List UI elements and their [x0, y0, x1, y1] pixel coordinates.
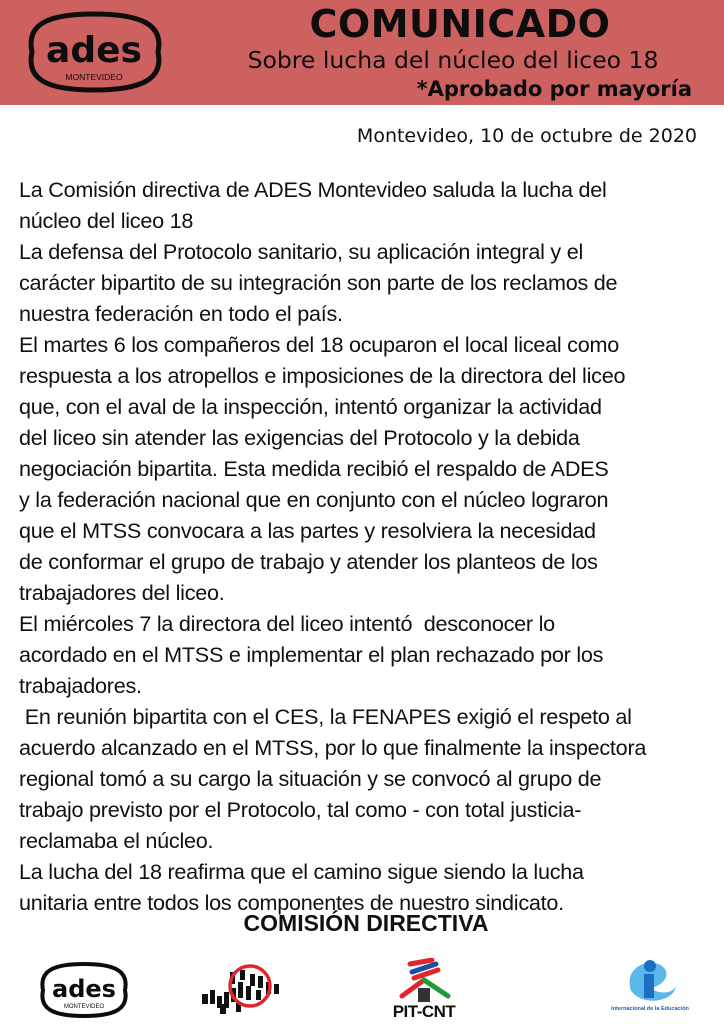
- signature: COMISIÓN DIRECTIVA: [243, 910, 489, 936]
- pit-cnt-emblem-icon: [388, 958, 460, 1002]
- page-title: COMUNICADO: [309, 2, 611, 46]
- body-line: que, con el aval de la inspección, intentó organizar la actividad: [19, 394, 602, 419]
- body-line: que el MTSS convocara a las partes y resolviera la necesidad: [19, 518, 596, 543]
- header-banner: [0, 0, 724, 105]
- body-line: acuerdo alcanzado en el MTSS, por lo que finalmente la inspectora: [19, 735, 647, 760]
- communique-body: [19, 174, 719, 918]
- date-line: Montevideo, 10 de octubre de 2020: [356, 125, 697, 147]
- body-line: respuesta a los atropellos e imposiciones de la directora del liceo: [19, 363, 626, 388]
- body-line: negociación bipartita. Esta medida recibió el respaldo de ADES: [19, 456, 609, 481]
- body-line: El martes 6 los compañeros del 18 ocuparon el local liceal como: [19, 332, 619, 357]
- body-line: El miércoles 7 la directora del liceo intentó desconocer lo: [19, 611, 555, 636]
- page-subtitle: Sobre lucha del núcleo del liceo 18: [247, 46, 659, 74]
- body-line: núcleo del liceo 18: [19, 208, 194, 233]
- body-line: trabajadores.: [19, 673, 142, 698]
- footer-logos: [0, 950, 724, 1024]
- ei-label: Internacional de la Educación: [611, 1006, 689, 1012]
- body-line: En reunión bipartita con el CES, la FENAPES exigió el respeto al: [19, 704, 632, 729]
- ades-footer-logo: [35, 960, 133, 1020]
- ei-emblem-icon: [600, 956, 700, 1008]
- ades-logo-text: ades: [46, 30, 142, 71]
- body-line: reclamaba el núcleo.: [19, 828, 214, 853]
- body-line: del liceo sin atender las exigencias del Protocolo y la debida: [19, 425, 580, 450]
- body-line: regional tomó a su cargo la situación y se convocó al grupo de: [19, 766, 602, 791]
- ei-logo: [600, 956, 700, 1018]
- body-line: unitaria entre todos los componentes de nuestro sindicato.: [19, 890, 564, 915]
- body-line: carácter bipartito de su integración son parte de los reclamos de: [19, 270, 618, 295]
- body-line: de conformar el grupo de trabajo y atender los planteos de los: [19, 549, 598, 574]
- approval-note: *Aprobado por mayoría: [416, 77, 692, 101]
- body-line: nuestra federación en todo el país.: [19, 301, 343, 326]
- pit-cnt-logo: [388, 958, 460, 1022]
- fenapes-logo: [200, 958, 282, 1018]
- ades-footer-logo-text: ades: [52, 975, 116, 1003]
- body-line: acordado en el MTSS e implementar el plan rechazado por los: [19, 642, 604, 667]
- body-line: trabajo previsto por el Protocolo, tal como - con total justicia-: [19, 797, 582, 822]
- body-line: La defensa del Protocolo sanitario, su aplicación integral y el: [19, 239, 584, 264]
- body-line: trabajadores del liceo.: [19, 580, 225, 605]
- pit-cnt-label: PIT-CNT: [392, 1002, 456, 1021]
- body-line: La lucha del 18 reafirma que el camino sigue siendo la lucha: [19, 859, 584, 884]
- ades-logo: [18, 8, 170, 96]
- body-line: La Comisión directiva de ADES Montevideo saluda la lucha del: [19, 177, 607, 202]
- ades-logo-subtitle: MONTEVIDEO: [65, 72, 123, 82]
- body-line: y la federación nacional que en conjunto con el núcleo lograron: [19, 487, 609, 512]
- ades-footer-logo-subtitle: MONTEVIDEO: [63, 1004, 105, 1010]
